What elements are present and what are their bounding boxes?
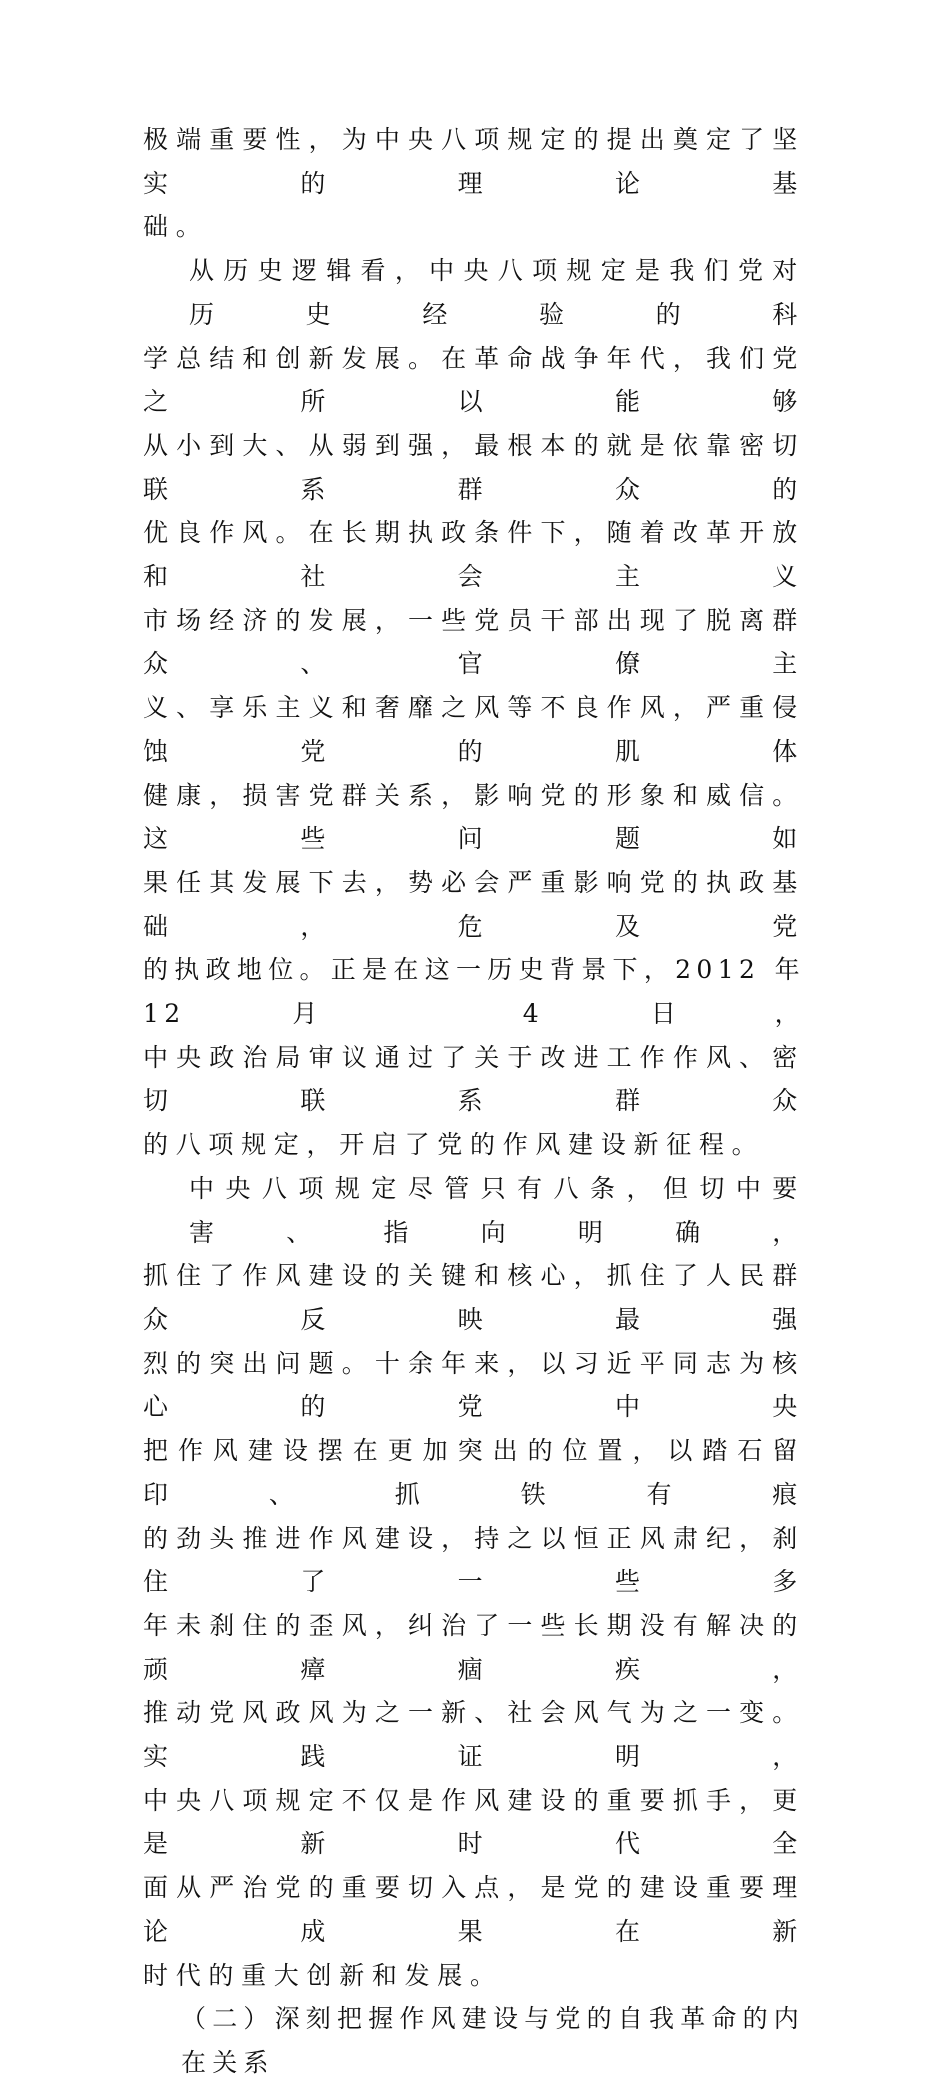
text-line: 中央政治局审议通过了关于改进工作作风、密切联系群众	[143, 1042, 805, 1116]
text-line: 础。	[143, 212, 209, 242]
text-line: 推动党风政风为之一新、社会风气为之一变。实践证明，	[143, 1698, 805, 1772]
text-line: 义、享乐主义和奢靡之风等不良作风，严重侵蚀党的肌体	[143, 693, 805, 766]
text-line: 从小到大、从弱到强，最根本的就是依靠密切联系群众的	[143, 430, 805, 504]
paragraph-eight-point-regulation	[143, 1167, 805, 1997]
document-page	[143, 118, 805, 2085]
text-line: 学总结和创新发展。在革命战争年代，我们党之所以能够	[143, 343, 805, 417]
text-line: 极端重要性，为中央八项规定的提出奠定了坚实的理论基	[143, 125, 805, 198]
text-line: 市场经济的发展，一些党员干部出现了脱离群众、官僚主	[143, 605, 805, 679]
text-line: 优良作风。在长期执政条件下，随着改革开放和社会主义	[143, 518, 805, 592]
paragraph-continuation	[143, 118, 805, 249]
text-line: 的执政地位。正是在这一历史背景下，2012 年 12 月 4 日，	[143, 955, 805, 1029]
text-line: 烈的突出问题。十余年来，以习近平同志为核心的党中央	[143, 1348, 805, 1422]
text-line: 健康，损害党群关系，影响党的形象和威信。这些问题如	[143, 780, 805, 854]
text-line: 中央八项规定不仅是作风建设的重要抓手，更是新时代全	[143, 1785, 805, 1859]
text-line: 把作风建设摆在更加突出的位置，以踏石留印、抓铁有痕	[143, 1436, 805, 1509]
text-line: 从历史逻辑看，中央八项规定是我们党对历史经验的科	[189, 256, 805, 329]
text-line: 抓住了作风建设的关键和核心，抓住了人民群众反映最强	[143, 1261, 805, 1334]
section-heading: （二）深刻把握作风建设与党的自我革命的内在关系	[181, 2004, 806, 2077]
text-line: 年未刹住的歪风，纠治了一些长期没有解决的顽瘴痼疾，	[143, 1610, 805, 1684]
text-line: 时代的重大创新和发展。	[143, 1960, 503, 1990]
text-line: 中央八项规定尽管只有八条，但切中要害、指向明确，	[189, 1173, 805, 1247]
paragraph-historical-logic	[143, 249, 805, 1167]
text-line: 的劲头推进作风建设，持之以恒正风肃纪，刹住了一些多	[143, 1523, 805, 1597]
text-line: 的八项规定，开启了党的作风建设新征程。	[143, 1130, 765, 1160]
text-line: 面从严治党的重要切入点，是党的建设重要理论成果在新	[143, 1873, 805, 1946]
text-line: 果任其发展下去，势必会严重影响党的执政基础，危及党	[143, 867, 805, 941]
